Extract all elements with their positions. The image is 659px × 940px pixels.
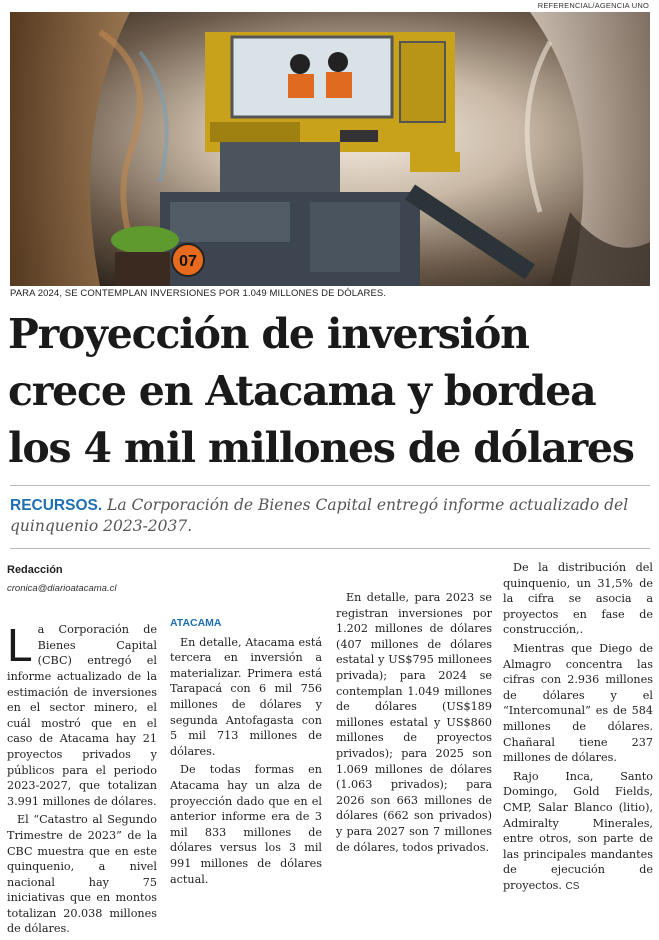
lead-kicker: RECURSOS. — [10, 497, 103, 514]
paragraph — [7, 619, 157, 809]
headline-line-3: los 4 mil millones de dólares — [8, 424, 634, 472]
paragraph-text: a Corporación de Bienes Capital (CBC) entregó el informe actualizado de la estimación de inversiones en el sector minero, el cuál mostró que en el caso de Atacama hay 21 proyectos privados y públicos para el periodo 2023-2027, que totalizan 3.991 millones de dólares. — [7, 623, 157, 808]
divider-top — [10, 485, 650, 486]
headline-line-1: Proyección de inversión — [8, 310, 529, 358]
paragraph: Mientras que Diego de Almagro concentra las cifras con 2.936 millones de dólares y el “Intercomunal” es de 584 millones de dólares. Chañaral tiene 237 millones de dólares. — [503, 641, 653, 765]
end-mark: CS — [565, 880, 580, 892]
byline-email[interactable]: cronica@diarioatacama.cl — [7, 582, 117, 594]
column-3 — [336, 560, 492, 858]
paragraph-text: Rajo Inca, Santo Domingo, Gold Fields, CMP, Salar Blanco (litio), Admiralty Minerales, entre otros, son parte de las principales mandantes de ejecución de proyectos. — [503, 769, 653, 892]
photo-caption: PARA 2024, SE CONTEMPLAN INVERSIONES POR 1.049 MILLONES DE DÓLARES. — [10, 288, 387, 299]
drop-cap: L — [7, 619, 33, 672]
mining-photo — [10, 12, 650, 286]
column-4 — [503, 560, 653, 897]
headline — [8, 306, 658, 477]
lead-paragraph — [10, 495, 650, 537]
vehicle-number-label: 07 — [179, 253, 197, 270]
lead-text: La Corporación de Bienes Capital entregó informe actualizado del quinquenio 2023-2037. — [10, 496, 629, 535]
headline-line-2: crece en Atacama y bordea — [8, 367, 596, 415]
section-subhead: ATACAMA — [170, 617, 222, 629]
divider-bottom — [10, 548, 650, 549]
paragraph — [503, 769, 653, 895]
paragraph: De la distribución del quinquenio, un 31,5% de la cifra se asocia a proyectos en fase de construcción,. — [503, 561, 653, 637]
paragraph: El “Catastro al Segundo Trimestre de 2023” de la CBC muestra que en este quinquenio, a nivel nacional hay 75 iniciativas que en montos totalizan 20.038 millones de dólares. — [7, 813, 157, 936]
paragraph: De todas formas en Atacama hay un alza de proyección dado que en el anterior informe era de 3 mil 833 millones de dólares versus los 3 mil 991 millones de dólares actual. — [170, 763, 322, 886]
byline-author: Redacción — [7, 564, 63, 576]
paragraph: En detalle, Atacama está tercera en inversión a materializar. Primera está Tarapacá con 6 mil 756 millones de dólares y segunda Antofagasta con 5 mil 713 millones de dólares. — [170, 635, 322, 758]
paragraph: En detalle, para 2023 se registran inversiones por 1.202 millones de dólares (407 millones de dólares estatal y US$795 millonees privada); para 2024 se contemplan 1.049 millones de dólares (US$189 millones estatal y US$860 millones de proyectos privados); para 2025 son 1.069 millones de dólares (1.063 privados); para 2026 son 663 millones de dólares (662 son privados) y para 2027 son 7 millones de dólares, todos privados. — [336, 591, 492, 854]
column-2 — [170, 560, 322, 890]
photo-credit: REFERENCIAL/AGENCIA UNO — [537, 1, 649, 10]
column-1 — [7, 560, 157, 940]
